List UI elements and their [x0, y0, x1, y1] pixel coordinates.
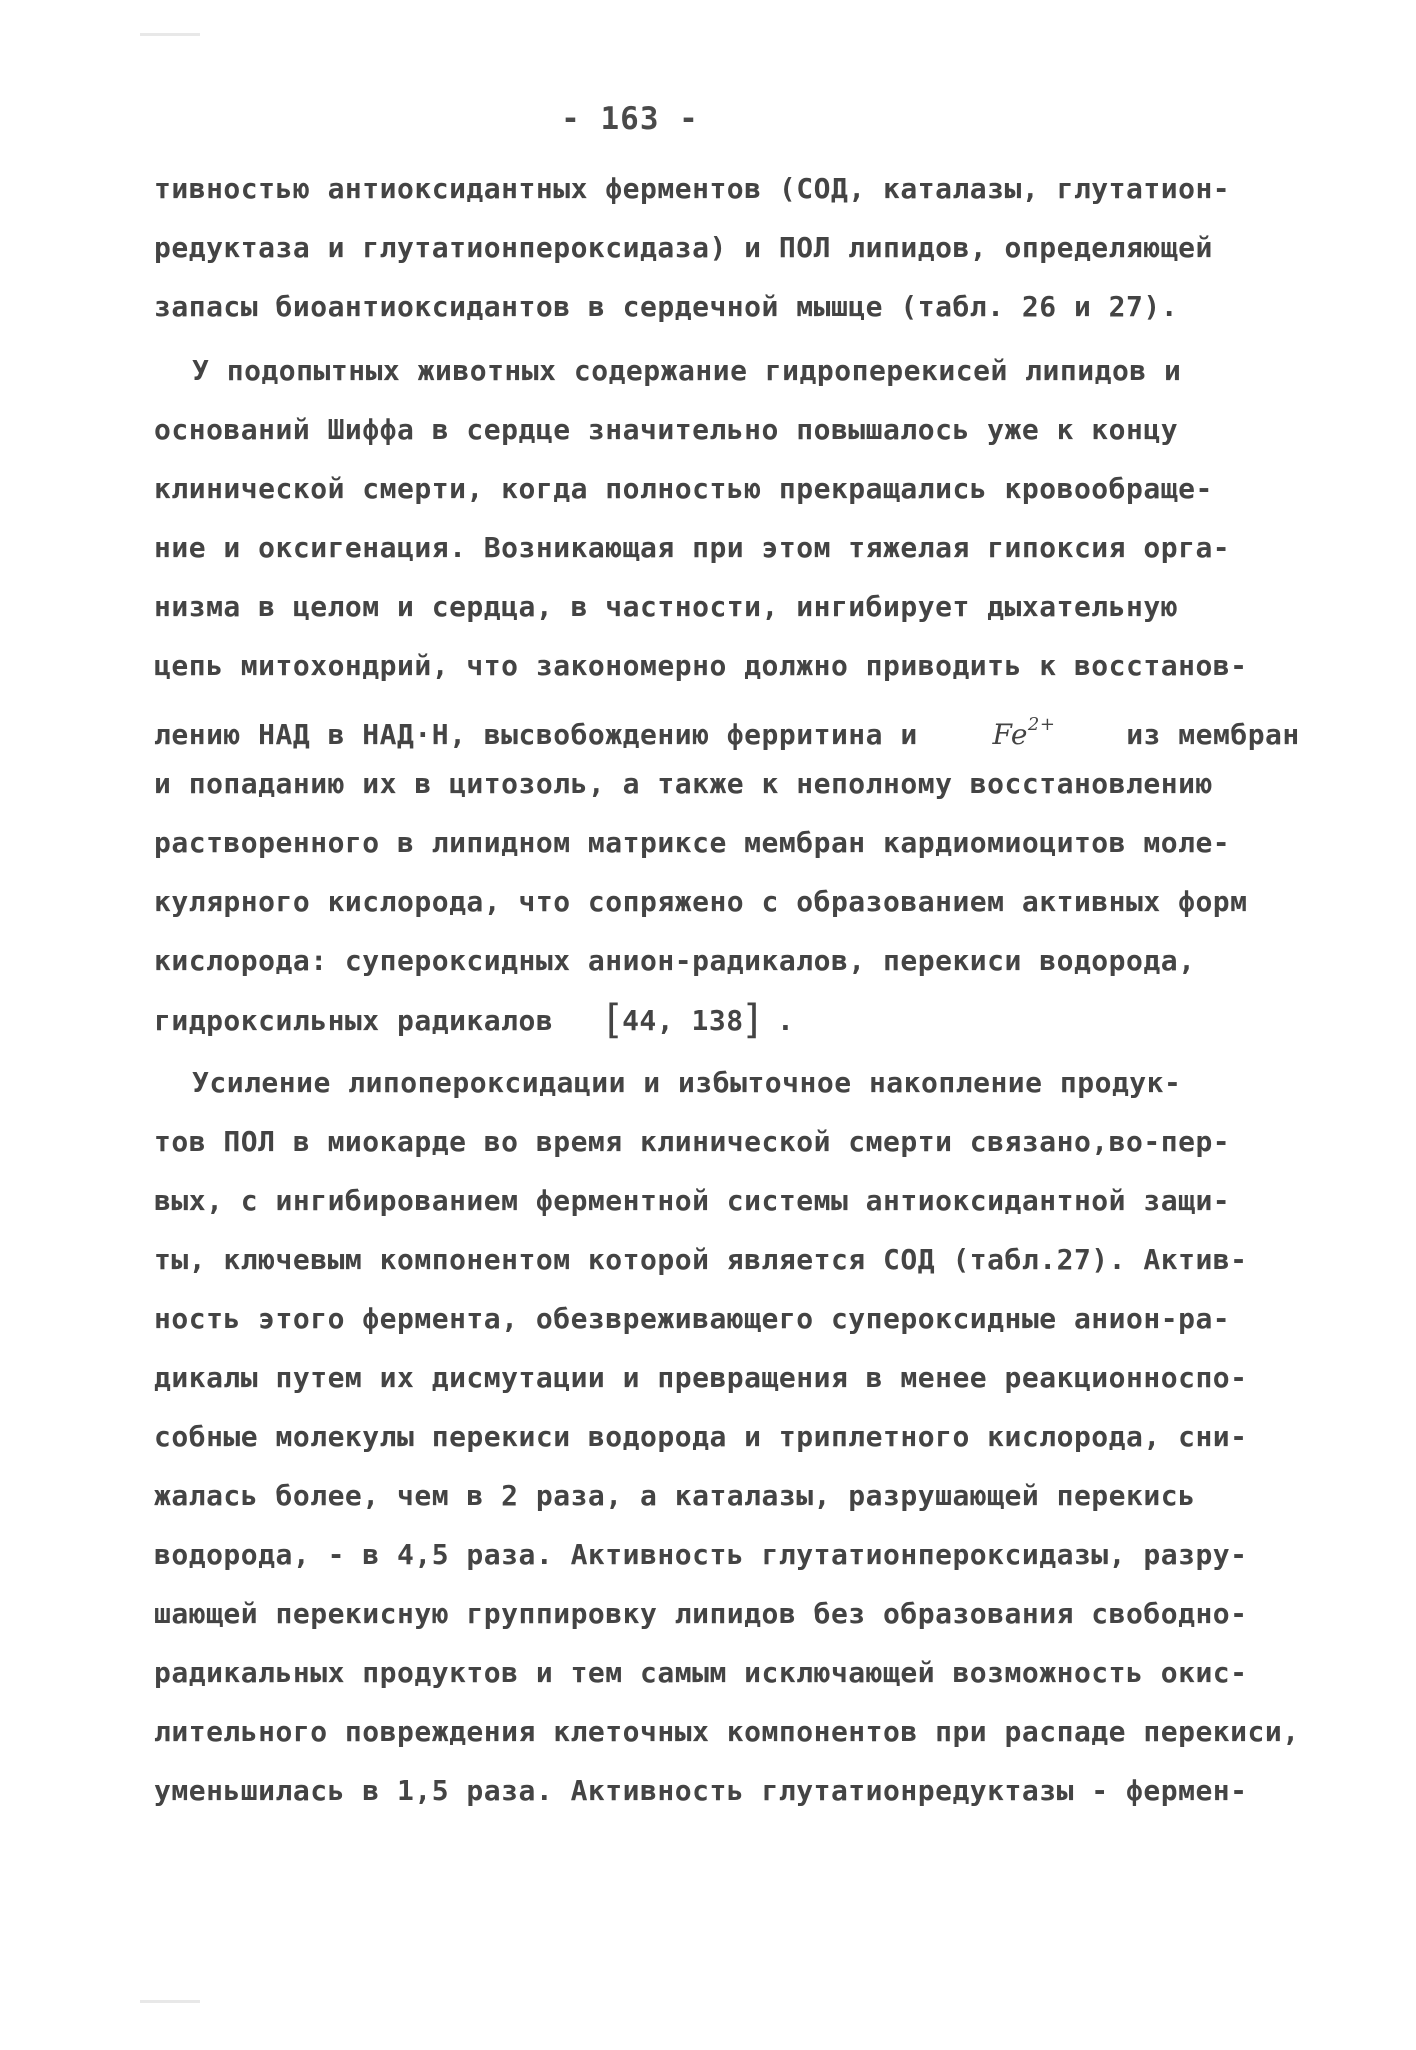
citation: 44, 138 — [622, 1004, 744, 1037]
text-line: ты, ключевым компонентом которой является СОД (табл.27). Актив- — [154, 1243, 1248, 1276]
text-line: собные молекулы перекиси водорода и триплетного кислорода, сни- — [154, 1420, 1248, 1453]
text-line: растворенного в липидном матриксе мембран кардиомиоцитов моле- — [154, 826, 1231, 859]
text-line: тов ПОЛ в миокарде во время клинической смерти связано,во-пер- — [154, 1125, 1231, 1158]
text-segment: из мембран — [1126, 718, 1300, 751]
text-line: цепь митохондрий, что закономерно должно приводить к восстанов- — [154, 649, 1248, 682]
iron-ion-formula: $Fe^{2+}$ — [992, 714, 1056, 751]
text-line: шающей перекисную группировку липидов без образования свободно- — [154, 1597, 1248, 1630]
scan-mark — [140, 33, 200, 36]
text-segment: лению НАД в НАД·Н, высвобождению ферритина и — [154, 718, 918, 751]
text-line: ность этого фермента, обезвреживающего супероксидные анион-ра- — [154, 1302, 1231, 1335]
text-line: клинической смерти, когда полностью прекращались кровообраще- — [154, 472, 1213, 505]
text-line: кулярного кислорода, что сопряжено с образованием активных форм — [154, 885, 1248, 918]
text-line: низма в целом и сердца, в частности, ингибирует дыхательную — [154, 590, 1179, 623]
text-line: уменьшилась в 1,5 раза. Активность глутатионредуктазы - фермен- — [154, 1774, 1248, 1807]
text-line: оснований Шиффа в сердце значительно повышалось уже к концу — [154, 413, 1179, 446]
text-line-with-formula — [154, 707, 1300, 753]
text-line: ние и оксигенация. Возникающая при этом тяжелая гипоксия орга- — [154, 531, 1231, 564]
text-line: водорода, - в 4,5 раза. Активность глутатионпероксидазы, разру- — [154, 1538, 1248, 1571]
page-number: - 163 - — [561, 101, 699, 137]
text-segment: гидроксильных радикалов — [154, 1004, 554, 1037]
text-line: редуктаза и глутатионпероксидаза) и ПОЛ липидов, определяющей — [154, 231, 1213, 264]
text-line: запасы биоантиоксидантов в сердечной мышце (табл. 26 и 27). — [154, 290, 1179, 323]
text-line: кислорода: супероксидных анион-радикалов, перекиси водорода, — [154, 944, 1196, 977]
text-line: вых, с ингибированием ферментной системы антиоксидантной защи- — [154, 1184, 1231, 1217]
text-line: и попаданию их в цитозоль, а также к неполному восстановлению — [154, 767, 1213, 800]
paragraph-start-line: У подопытных животных содержание гидроперекисей липидов и — [192, 354, 1182, 387]
paragraph-start-line: Усиление липопероксидации и избыточное накопление продук- — [192, 1066, 1182, 1099]
text-line: тивностью антиоксидантных ферментов (СОД, каталазы, глутатион- — [154, 172, 1231, 205]
text-line-with-citation: гидроксильных радикалов [44, 138] . — [154, 997, 795, 1043]
text-line: жалась более, чем в 2 раза, а каталазы, разрушающей перекись — [154, 1479, 1196, 1512]
text-line: дикалы путем их дисмутации и превращения в менее реакционноспо- — [154, 1361, 1248, 1394]
scan-mark — [140, 2000, 200, 2003]
text-line: лительного повреждения клеточных компонентов при распаде перекиси, — [154, 1715, 1300, 1748]
text-line: радикальных продуктов и тем самым исключающей возможность окис- — [154, 1656, 1248, 1689]
